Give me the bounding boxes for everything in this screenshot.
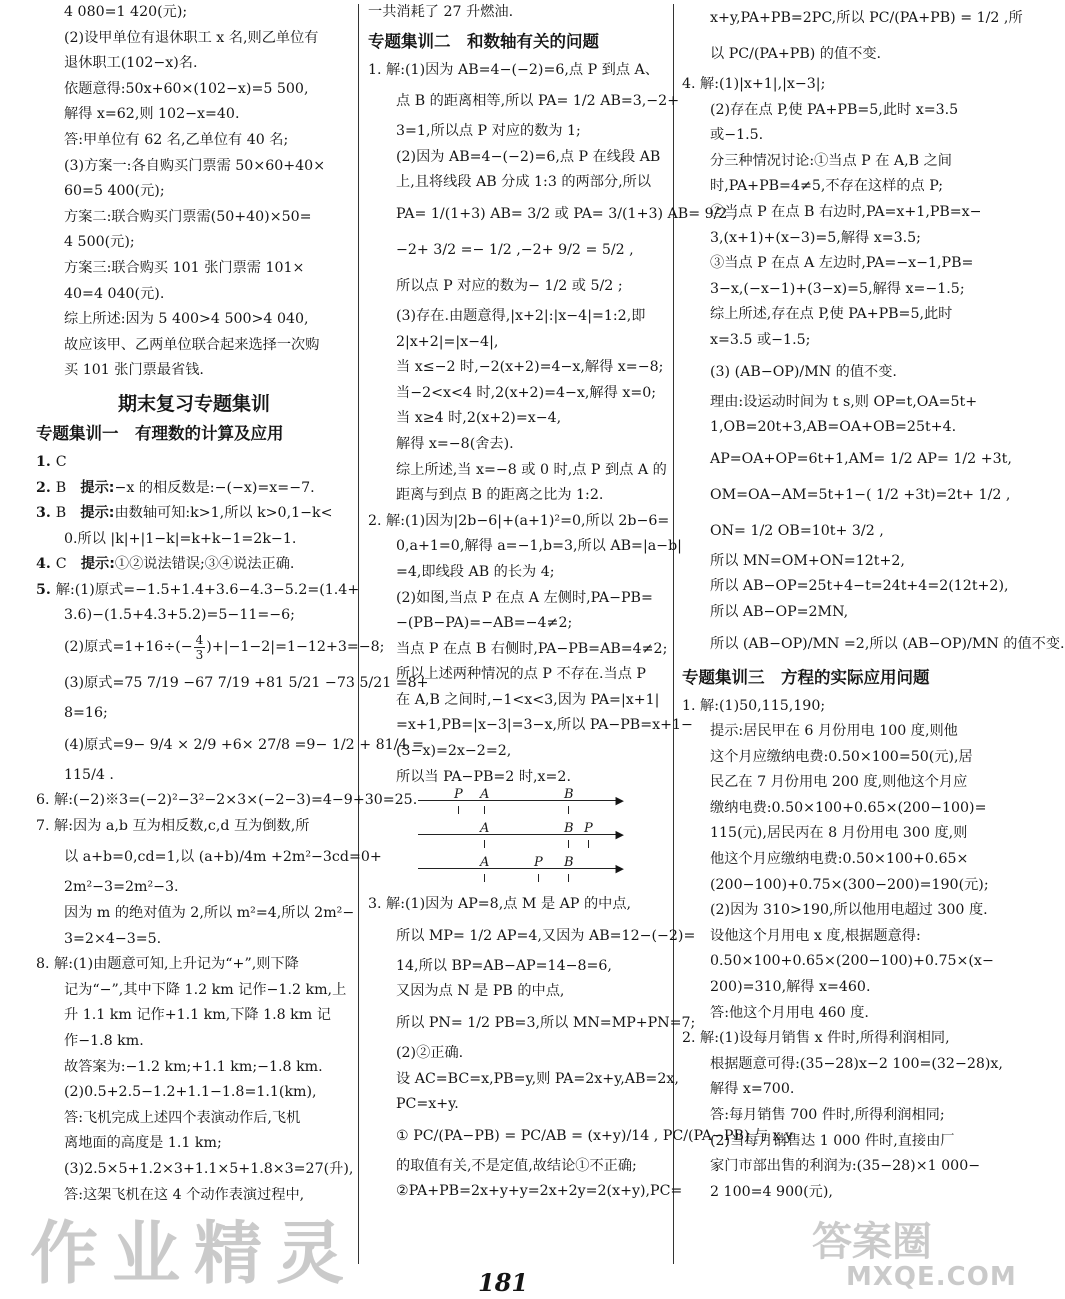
answer-line: x+y,PA+PB=2PC,所以 PC/(PA+PB) = 1/2 ,所 bbox=[710, 10, 1023, 26]
answer-line: (2)存在点 P,使 PA+PB=5,此时 x=3.5 bbox=[710, 101, 959, 118]
answer-line: 或−1.5. bbox=[710, 127, 764, 144]
item-text: 解:(1)原式=−1.5+1.4+3.6−4.3−5.2=(1.4+ bbox=[55, 581, 360, 598]
number-line-tick bbox=[538, 874, 539, 882]
answer-line: 故应该甲、乙两单位联合起来选择一次购 bbox=[64, 336, 320, 353]
answer-line: (2)②正确. bbox=[396, 1045, 464, 1062]
answer-line: 2 100=4 900(元), bbox=[710, 1183, 833, 1200]
answer-line: 2m²−3=2m²−3. bbox=[64, 879, 179, 896]
arrow-icon: ▶ bbox=[615, 862, 624, 876]
tip-text: ①②说法错误;③④说法正确. bbox=[114, 556, 295, 573]
answer-line: 缴纳电费:0.50×100+0.65×(200−100)= bbox=[710, 799, 987, 816]
answer-line: (2)因为 310>190,所以他用电超过 300 度. bbox=[710, 902, 988, 919]
answer-line: 作−1.8 km. bbox=[64, 1033, 144, 1049]
page-number: 181 bbox=[478, 1268, 529, 1297]
item-text: 0.所以 |k|+|1−k|=k+k−1=2k−1. bbox=[64, 530, 297, 547]
answer-line: x=3.5 或−1.5; bbox=[710, 331, 811, 348]
answer-line: 8=16; bbox=[64, 705, 108, 722]
item-text: B bbox=[55, 479, 81, 496]
answer-line: 解得 x=700. bbox=[710, 1081, 795, 1098]
number-line-tick bbox=[568, 806, 569, 814]
answer-line: 40=4 040(元). bbox=[64, 285, 165, 302]
answer-line: ②PA+PB=2x+y+y=2x+2y=2(x+y),PC= bbox=[396, 1183, 683, 1200]
item-text: 3.6)−(1.5+4.3+5.2)=5−11=−6; bbox=[64, 607, 295, 624]
answer-line: 当 x≤−2 时,−2(x+2)=4−x,解得 x=−8; bbox=[396, 359, 664, 376]
point-label: B bbox=[564, 787, 574, 803]
answer-line: (3−x)=2x−2=2, bbox=[396, 743, 512, 760]
answer-line: 1. 解:(1)因为 AB=4−(−2)=6,点 P 到点 A、 bbox=[368, 61, 659, 78]
answer-line: 他这个月应缴纳电费:0.50×100+0.65× bbox=[710, 851, 969, 868]
answer-line: 答:每月销售 700 件时,所得利润相同; bbox=[710, 1107, 945, 1123]
answer-line: 当点 P 在点 B 右侧时,PA−PB=AB=4≠2; bbox=[396, 640, 668, 657]
answer-line: −(PB−PA)=−AB=−4≠2; bbox=[396, 615, 573, 632]
answer-line: 设他这个月用电 x 度,根据题意得: bbox=[710, 927, 921, 944]
item-text: C bbox=[55, 556, 81, 573]
answer-line: 升 1.1 km 记作+1.1 km,下降 1.8 km 记 bbox=[64, 1007, 331, 1024]
answer-line: 0,a+1=0,解得 a=−1,b=3,所以 AB=|a−b| bbox=[396, 538, 682, 555]
answer-line: 上,且将线段 AB 分成 1:3 的两部分,所以 bbox=[396, 174, 652, 191]
point-label: P bbox=[584, 821, 593, 837]
answer-line: 3=1,所以点 P 对应的数为 1; bbox=[396, 123, 581, 140]
answer-line: 115/4 . bbox=[64, 766, 114, 783]
answer-line: 离地面的高度是 1.1 km; bbox=[64, 1135, 222, 1152]
answer-line: 这个月应缴纳电费:0.50×100=50(元),居 bbox=[710, 748, 973, 765]
answer-line: 设 AC=BC=x,PB=y,则 PA=2x+y,AB=2x, bbox=[396, 1070, 679, 1087]
answer-line: 在 A,B 之间时,−1<x<3,因为 PA=|x+1| bbox=[396, 691, 660, 708]
fraction: $\frac{4}{3}$ bbox=[195, 632, 204, 662]
arrow-icon: ▶ bbox=[615, 828, 624, 842]
answer-line: 所以当 PA−PB=2 时,x=2. bbox=[396, 768, 571, 785]
section-heading: 专题集训三 方程的实际应用问题 bbox=[682, 667, 930, 687]
answer-item bbox=[36, 501, 352, 527]
point-label: P bbox=[534, 855, 543, 871]
tip-text: 由数轴可知:k>1,所以 k>0,1−k< bbox=[114, 505, 333, 522]
answer-line: 提示:居民甲在 6 月份用电 100 度,则他 bbox=[710, 723, 958, 740]
answer-line: 的取值有关,不是定值,故结论①不正确; bbox=[396, 1157, 637, 1174]
answer-line: 所以点 P 对应的数为− 1/2 或 5/2 ; bbox=[396, 277, 623, 294]
answer-line: 因为 m 的绝对值为 2,所以 m²=4,所以 2m²− bbox=[64, 905, 355, 922]
number-line-tick bbox=[568, 840, 569, 848]
tip-label: 提示: bbox=[80, 505, 115, 522]
answer-line: 7. 解:因为 a,b 互为相反数,c,d 互为倒数,所 bbox=[36, 817, 310, 834]
answer-line: 1. 解:(1)50,115,190; bbox=[682, 697, 826, 714]
answer-line: 所以 MN=OM+ON=12t+2, bbox=[710, 552, 905, 569]
answer-line: (2)如图,当点 P 在点 A 左侧时,PA−PB= bbox=[396, 589, 653, 606]
answer-line: =x+1,PB=|x−3|=3−x,所以 PA−PB=x+1− bbox=[396, 717, 693, 734]
answer-line: 答:他这个月用电 460 度. bbox=[710, 1004, 869, 1021]
answer-line: 综上所述:因为 5 400>4 500>4 040, bbox=[64, 311, 309, 328]
section-heading: 专题集训一 有理数的计算及应用 bbox=[36, 423, 284, 443]
tip-text: −x 的相反数是:−(−x)=x=−7. bbox=[114, 479, 315, 496]
item-number: 2. bbox=[36, 479, 56, 496]
answer-item bbox=[36, 527, 352, 553]
item-number: 5. bbox=[36, 581, 56, 598]
answer-line: −2+ 3/2 =− 1/2 ,−2+ 9/2 = 5/2 , bbox=[396, 241, 634, 258]
answer-line: PA= 1/(1+3) AB= 3/2 或 PA= 3/(1+3) AB= 9/2 , bbox=[396, 205, 737, 222]
number-line-diagram bbox=[418, 787, 624, 824]
answer-line: 1,OB=20t+3,AB=OA+OB=25t+4. bbox=[710, 419, 957, 436]
answer-line: (3)方案一:各自购买门票需 50×60+40× bbox=[64, 157, 326, 174]
answer-line: 4 500(元); bbox=[64, 234, 135, 251]
answer-line: 理由:设运动时间为 t s,则 OP=t,OA=5t+ bbox=[710, 393, 978, 410]
answer-line: 3=2×4−3=5. bbox=[64, 930, 162, 947]
answer-line: 家门市部出售的利润为:(35−28)×1 000− bbox=[710, 1158, 981, 1175]
item-text: C bbox=[55, 453, 67, 470]
answer-line: 3,(x+1)+(x−3)=5,解得 x=3.5; bbox=[710, 229, 921, 246]
column-right bbox=[682, 0, 1065, 1205]
number-line-diagram bbox=[418, 821, 624, 858]
answer-line: 答:甲单位有 62 名,乙单位有 40 名; bbox=[64, 131, 289, 148]
answer-line: 故答案为:−1.2 km;+1.1 km;−1.8 km. bbox=[64, 1058, 323, 1075]
answer-line: ②当点 P 在点 B 右边时,PA=x+1,PB=x− bbox=[710, 203, 982, 220]
item-text: B bbox=[55, 505, 81, 522]
answer-line: AP=OA+OP=6t+1,AM= 1/2 AP= 1/2 +3t, bbox=[710, 450, 1012, 467]
number-line-tick bbox=[568, 874, 569, 882]
answer-line: 综上所述,存在点 P,使 PA+PB=5,此时 bbox=[710, 306, 953, 323]
answer-line: 当−2<x<4 时,2(x+2)=4−x,解得 x=0; bbox=[396, 384, 657, 401]
number-line-tick bbox=[458, 806, 459, 814]
answer-line: 4. 解:(1)|x+1|,|x−3|; bbox=[682, 76, 826, 92]
answer-line: 200)=310,解得 x=460. bbox=[710, 979, 871, 996]
answer-line: (3) (AB−OP)/MN 的值不变. bbox=[710, 363, 897, 380]
answer-line: 所以 AB−OP=2MN, bbox=[710, 603, 849, 620]
answer-line: 14,所以 BP=AB−AP=14−8=6, bbox=[396, 957, 612, 974]
answer-line: 8. 解:(1)由题意可知,上升记为“+”,则下降 bbox=[36, 956, 299, 973]
answer-line: 2|x+2|=|x−4|, bbox=[396, 333, 499, 350]
answer-line: 解得 x=−8(舍去). bbox=[396, 435, 514, 452]
answer-line: 3. 解:(1)因为 AP=8,点 M 是 AP 的中点, bbox=[368, 896, 632, 913]
item-number: 1. bbox=[36, 453, 56, 470]
tip-label: 提示: bbox=[80, 556, 115, 573]
point-label: A bbox=[480, 787, 490, 803]
answer-line: 记为“−”,其中下降 1.2 km 记作−1.2 km,上 bbox=[64, 981, 347, 998]
answer-line: 115(元),居民丙在 8 月份用电 300 度,则 bbox=[710, 825, 968, 842]
answer-line: (2)因为 AB=4−(−2)=6,点 P 在线段 AB bbox=[396, 148, 661, 165]
answer-item bbox=[36, 552, 352, 578]
point-label: B bbox=[564, 821, 574, 837]
answer-line: 所以 (AB−OP)/MN =2,所以 (AB−OP)/MN 的值不变. bbox=[710, 635, 1065, 652]
answer-line: OM=OA−AM=5t+1−( 1/2 +3t)=2t+ 1/2 , bbox=[710, 486, 1011, 503]
answer-line: 分三种情况讨论:①当点 P 在 A,B 之间 bbox=[710, 152, 952, 169]
answer-line: 方案三:联合购买 101 张门票需 101× bbox=[64, 259, 305, 276]
answer-line: 依题意得:50x+60×(102−x)=5 500, bbox=[64, 80, 309, 97]
arrow-icon: ▶ bbox=[615, 794, 624, 808]
number-line-axis bbox=[418, 868, 618, 869]
answer-line: 所以上述两种情况的点 P 不存在.当点 P bbox=[396, 666, 646, 683]
answer-line: 解得 x=62,则 102−x=40. bbox=[64, 106, 240, 123]
item-number: 4. bbox=[36, 556, 56, 573]
number-line-tick bbox=[484, 806, 485, 814]
watermark-url: MXQE.COM bbox=[846, 1262, 1017, 1292]
answer-line: 当 x≥4 时,2(x+2)=x−4, bbox=[396, 410, 562, 427]
answer-line: (4)原式=9− 9/4 × 2/9 +6× 27/8 =9− 1/2 + 81/4 = bbox=[64, 736, 424, 753]
answer-line: (200−100)+0.75×(300−200)=190(元); bbox=[710, 876, 989, 893]
number-line-tick bbox=[484, 874, 485, 882]
answer-line: 时,PA+PB=4≠5,不存在这样的点 P; bbox=[710, 178, 944, 195]
answer-line: 退休职工(102−x)名. bbox=[64, 55, 198, 72]
answer-line: 买 101 张门票最省钱. bbox=[64, 362, 204, 379]
answer-line: 以 PC/(PA+PB) 的值不变. bbox=[710, 46, 882, 62]
answer-line: (2)0.5+2.5−1.2+1.1−1.8=1.1(km), bbox=[64, 1084, 317, 1101]
answer-line: ON= 1/2 OB=10t+ 3/2 , bbox=[710, 522, 884, 539]
answer-item bbox=[36, 578, 360, 604]
answer-line: 点 B 的距离相等,所以 PA= 1/2 AB=3,−2+ bbox=[396, 93, 680, 110]
answer-line: PC=x+y. bbox=[396, 1096, 459, 1113]
watermark-logo: 答案圈 bbox=[812, 1219, 932, 1265]
answer-line: =4,即线段 AB 的长为 4; bbox=[396, 563, 555, 580]
answer-line: 综上所述,当 x=−8 或 0 时,点 P 到点 A 的 bbox=[396, 461, 667, 478]
answer-line: 6. 解:(−2)※3=(−2)²−3²−2×3×(−2−3)=4−9+30=25. bbox=[36, 792, 418, 809]
answer-line: 根据题意可得:(35−28)x−2 100=(32−28)x, bbox=[710, 1055, 1003, 1072]
answer-line: 所以 PN= 1/2 PB=3,所以 MN=MP+PN=7; bbox=[396, 1015, 696, 1032]
answer-line: 答:飞机完成上述四个表演动作后,飞机 bbox=[64, 1109, 301, 1126]
answer-line: 答:这架飞机在这 4 个动作表演过程中, bbox=[64, 1186, 305, 1203]
point-label: P bbox=[454, 787, 463, 803]
section-heading: 专题集训二 和数轴有关的问题 bbox=[368, 31, 599, 51]
answer-line: 3−x,(−x−1)+(3−x)=5,解得 x=−1.5; bbox=[710, 280, 965, 297]
answer-line: 方案二:联合购买门票需(50+40)×50= bbox=[64, 208, 312, 225]
answer-line: ① PC/(PA−PB) = PC/AB = (x+y)/14 , PC/(PA−PB) 与 x,y bbox=[396, 1127, 794, 1144]
tip-label: 提示: bbox=[80, 479, 115, 496]
watermark-text: 作业精灵 bbox=[30, 1215, 359, 1294]
answer-line: 所以 AB−OP=25t+4−t=24t+4=2(12t+2), bbox=[710, 578, 1009, 595]
answer-line: ③当点 P 在点 A 左边时,PA=−x−1,PB= bbox=[710, 255, 974, 272]
item-number: 3. bbox=[36, 505, 56, 522]
answer-line: 0.50×100+0.65×(200−100)+0.75×(x− bbox=[710, 953, 994, 970]
number-line-tick bbox=[484, 840, 485, 848]
point-label: A bbox=[480, 821, 490, 837]
answer-line: 一共消耗了 27 升燃油. bbox=[368, 4, 514, 20]
answer-item bbox=[36, 476, 352, 502]
answer-line: 以 a+b=0,cd=1,以 (a+b)/4m +2m²−3cd=0+ bbox=[64, 849, 382, 866]
answer-line: 2. 解:(1)设每月销售 x 件时,所得利润相同, bbox=[682, 1030, 950, 1047]
answer-line: (2)设甲单位有退休职工 x 名,则乙单位有 bbox=[64, 29, 319, 46]
answer-line: (3)存在.由题意得,|x+2|:|x−4|=1:2,即 bbox=[396, 307, 646, 324]
number-line-axis bbox=[418, 800, 618, 801]
answer-line: (3)2.5×5+1.2×3+1.1×5+1.8×3=27(升), bbox=[64, 1160, 354, 1177]
answer-line: 距离与到点 B 的距离之比为 1:2. bbox=[396, 487, 604, 504]
answer-item bbox=[36, 450, 352, 476]
answer-line: 4 080=1 420(元); bbox=[64, 4, 188, 20]
chapter-heading: 期末复习专题集训 bbox=[117, 392, 270, 415]
answer-line: 民乙在 7 月份用电 200 度,则他这个月应 bbox=[710, 774, 968, 791]
answer-line: 又因为点 N 是 PB 的中点, bbox=[396, 983, 565, 1000]
number-line-diagram bbox=[418, 855, 624, 892]
answer-line: 2. 解:(1)因为|2b−6|+(a+1)²=0,所以 2b−6= bbox=[368, 512, 670, 529]
answer-item bbox=[36, 603, 352, 629]
answer-line: 所以 MP= 1/2 AP=4,又因为 AB=12−(−2)= bbox=[396, 927, 696, 944]
answer-line: (2)当每月销售达 1 000 件时,直接由厂 bbox=[710, 1132, 955, 1149]
point-label: A bbox=[480, 855, 490, 871]
answer-line: (2)原式=1+16÷(− $\frac{4}{3}$ )+|−1−2|=1−12+3=−8; bbox=[64, 632, 385, 662]
point-label: B bbox=[564, 855, 574, 871]
answer-line: (3)原式=75 7/19 −67 7/19 +81 5/21 −73 5/21 =8+ bbox=[64, 675, 429, 692]
answer-line: 60=5 400(元); bbox=[64, 183, 165, 200]
number-line-tick bbox=[588, 840, 589, 848]
